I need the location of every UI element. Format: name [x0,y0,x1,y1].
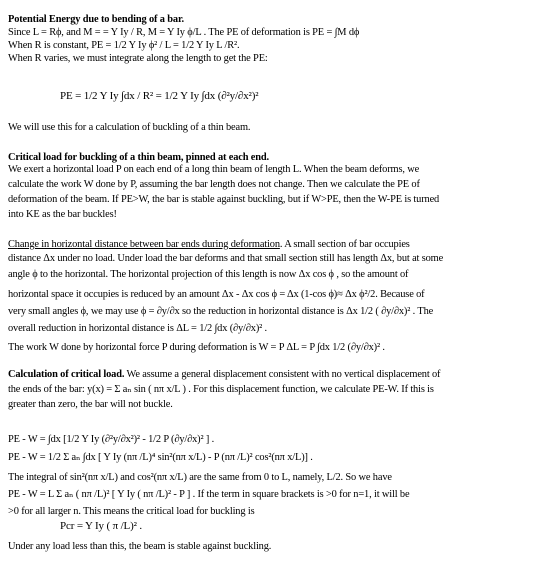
text-line: When R is constant, PE = 1/2 Y Iy ϕ² / L = 1/2 Y Iy L /R². [8,40,240,51]
text-line [8,368,440,381]
text-line: the ends of the bar: y(x) = Σ aₙ sin ( nπ x/L ) . For this displacement function, we calculate PE-W. If this is [8,384,434,395]
text-line: When R varies, we must integrate along the length to get the PE: [8,53,268,64]
section-heading-potential-energy: Potential Energy due to bending of a bar. [8,14,184,25]
equation-pe-minus-w-result: PE - W = L Σ aₙ ( nπ /L)² [ Y Iy ( nπ /L)² - P ] . If the term in square brackets is >0 for n=1, it will be [8,489,410,500]
text-line [8,238,410,251]
text-run: . A small section of bar occupies [279,239,410,250]
text-run: We assume a general displacement consistent with no vertical displacement of [124,369,441,380]
text-line: overall reduction in horizontal distance is ΔL = 1/2 ∫dx (∂y/∂x)² . [8,323,267,334]
equation-critical-load: Pcr = Y Iy ( π /L)² . [60,520,142,532]
text-line: The integral of sin²(nπ x/L) and cos²(nπ x/L) are the same from 0 to L, namely, L/2. So we have [8,472,392,483]
text-line: angle ϕ to the horizontal. The horizontal projection of this length is now Δx cos ϕ , so the amount of [8,269,409,280]
subsection-heading-horizontal-distance: Change in horizontal distance between bar ends during deformation [8,239,280,250]
text-line: The work W done by horizontal force P during deformation is W = P ΔL = P ∫dx 1/2 (∂y/∂x)² . [8,342,385,353]
text-line: calculate the work W done by P, assuming the bar length does not change. Then we calculate the PE of [8,179,420,190]
text-line: into KE as the bar buckles! [8,209,117,220]
text-line: deformation of the beam. If PE>W, the bar is stable against buckling, but if W>PE, then the W-PE is turned [8,194,440,205]
text-line: Under any load less than this, the beam is stable against buckling. [8,541,272,552]
text-line: horizontal space it occupies is reduced by an amount Δx - Δx cos ϕ = Δx (1-cos ϕ)≈ Δx ϕ²/2. Because of [8,289,425,300]
section-heading-critical-load-buckling: Critical load for buckling of a thin beam, pinned at each end. [8,152,269,163]
equation-pe-minus-w-series: PE - W = 1/2 Σ aₙ ∫dx [ Y Iy (nπ /L)⁴ sin²(nπ x/L) - P (nπ /L)² cos²(nπ x/L)] . [8,452,313,463]
subsection-heading-calculation-critical-load: Calculation of critical load. [8,369,125,380]
text-line: >0 for all larger n. This means the critical load for buckling is [8,506,255,517]
text-line: We exert a horizontal load P on each end of a long thin beam of length L. When the beam deforms, we [8,164,420,175]
text-line: greater than zero, the bar will not buckle. [8,399,173,410]
text-line: Since L = Rϕ, and M = = Y Iy / R, M = Y Iy ϕ/L . The PE of deformation is PE = ∫M dϕ [8,27,360,38]
equation-pe-integral: PE = 1/2 Y Iy ∫dx / R² = 1/2 Y Iy ∫dx (∂²y/∂x²)² [60,90,259,102]
text-line: very small angles ϕ, we may use ϕ = ∂y/∂x so the reduction in horizontal distance is Δx 1/2 ( ∂y/∂x)² . The [8,306,434,317]
text-line: We will use this for a calculation of buckling of a thin beam. [8,122,251,133]
equation-pe-minus-w: PE - W = ∫dx [1/2 Y Iy (∂²y/∂x²)² - 1/2 P (∂y/∂x)² ] . [8,434,215,445]
text-line: distance Δx under no load. Under load the bar deforms and that small section still has length Δx, but at some [8,253,444,264]
